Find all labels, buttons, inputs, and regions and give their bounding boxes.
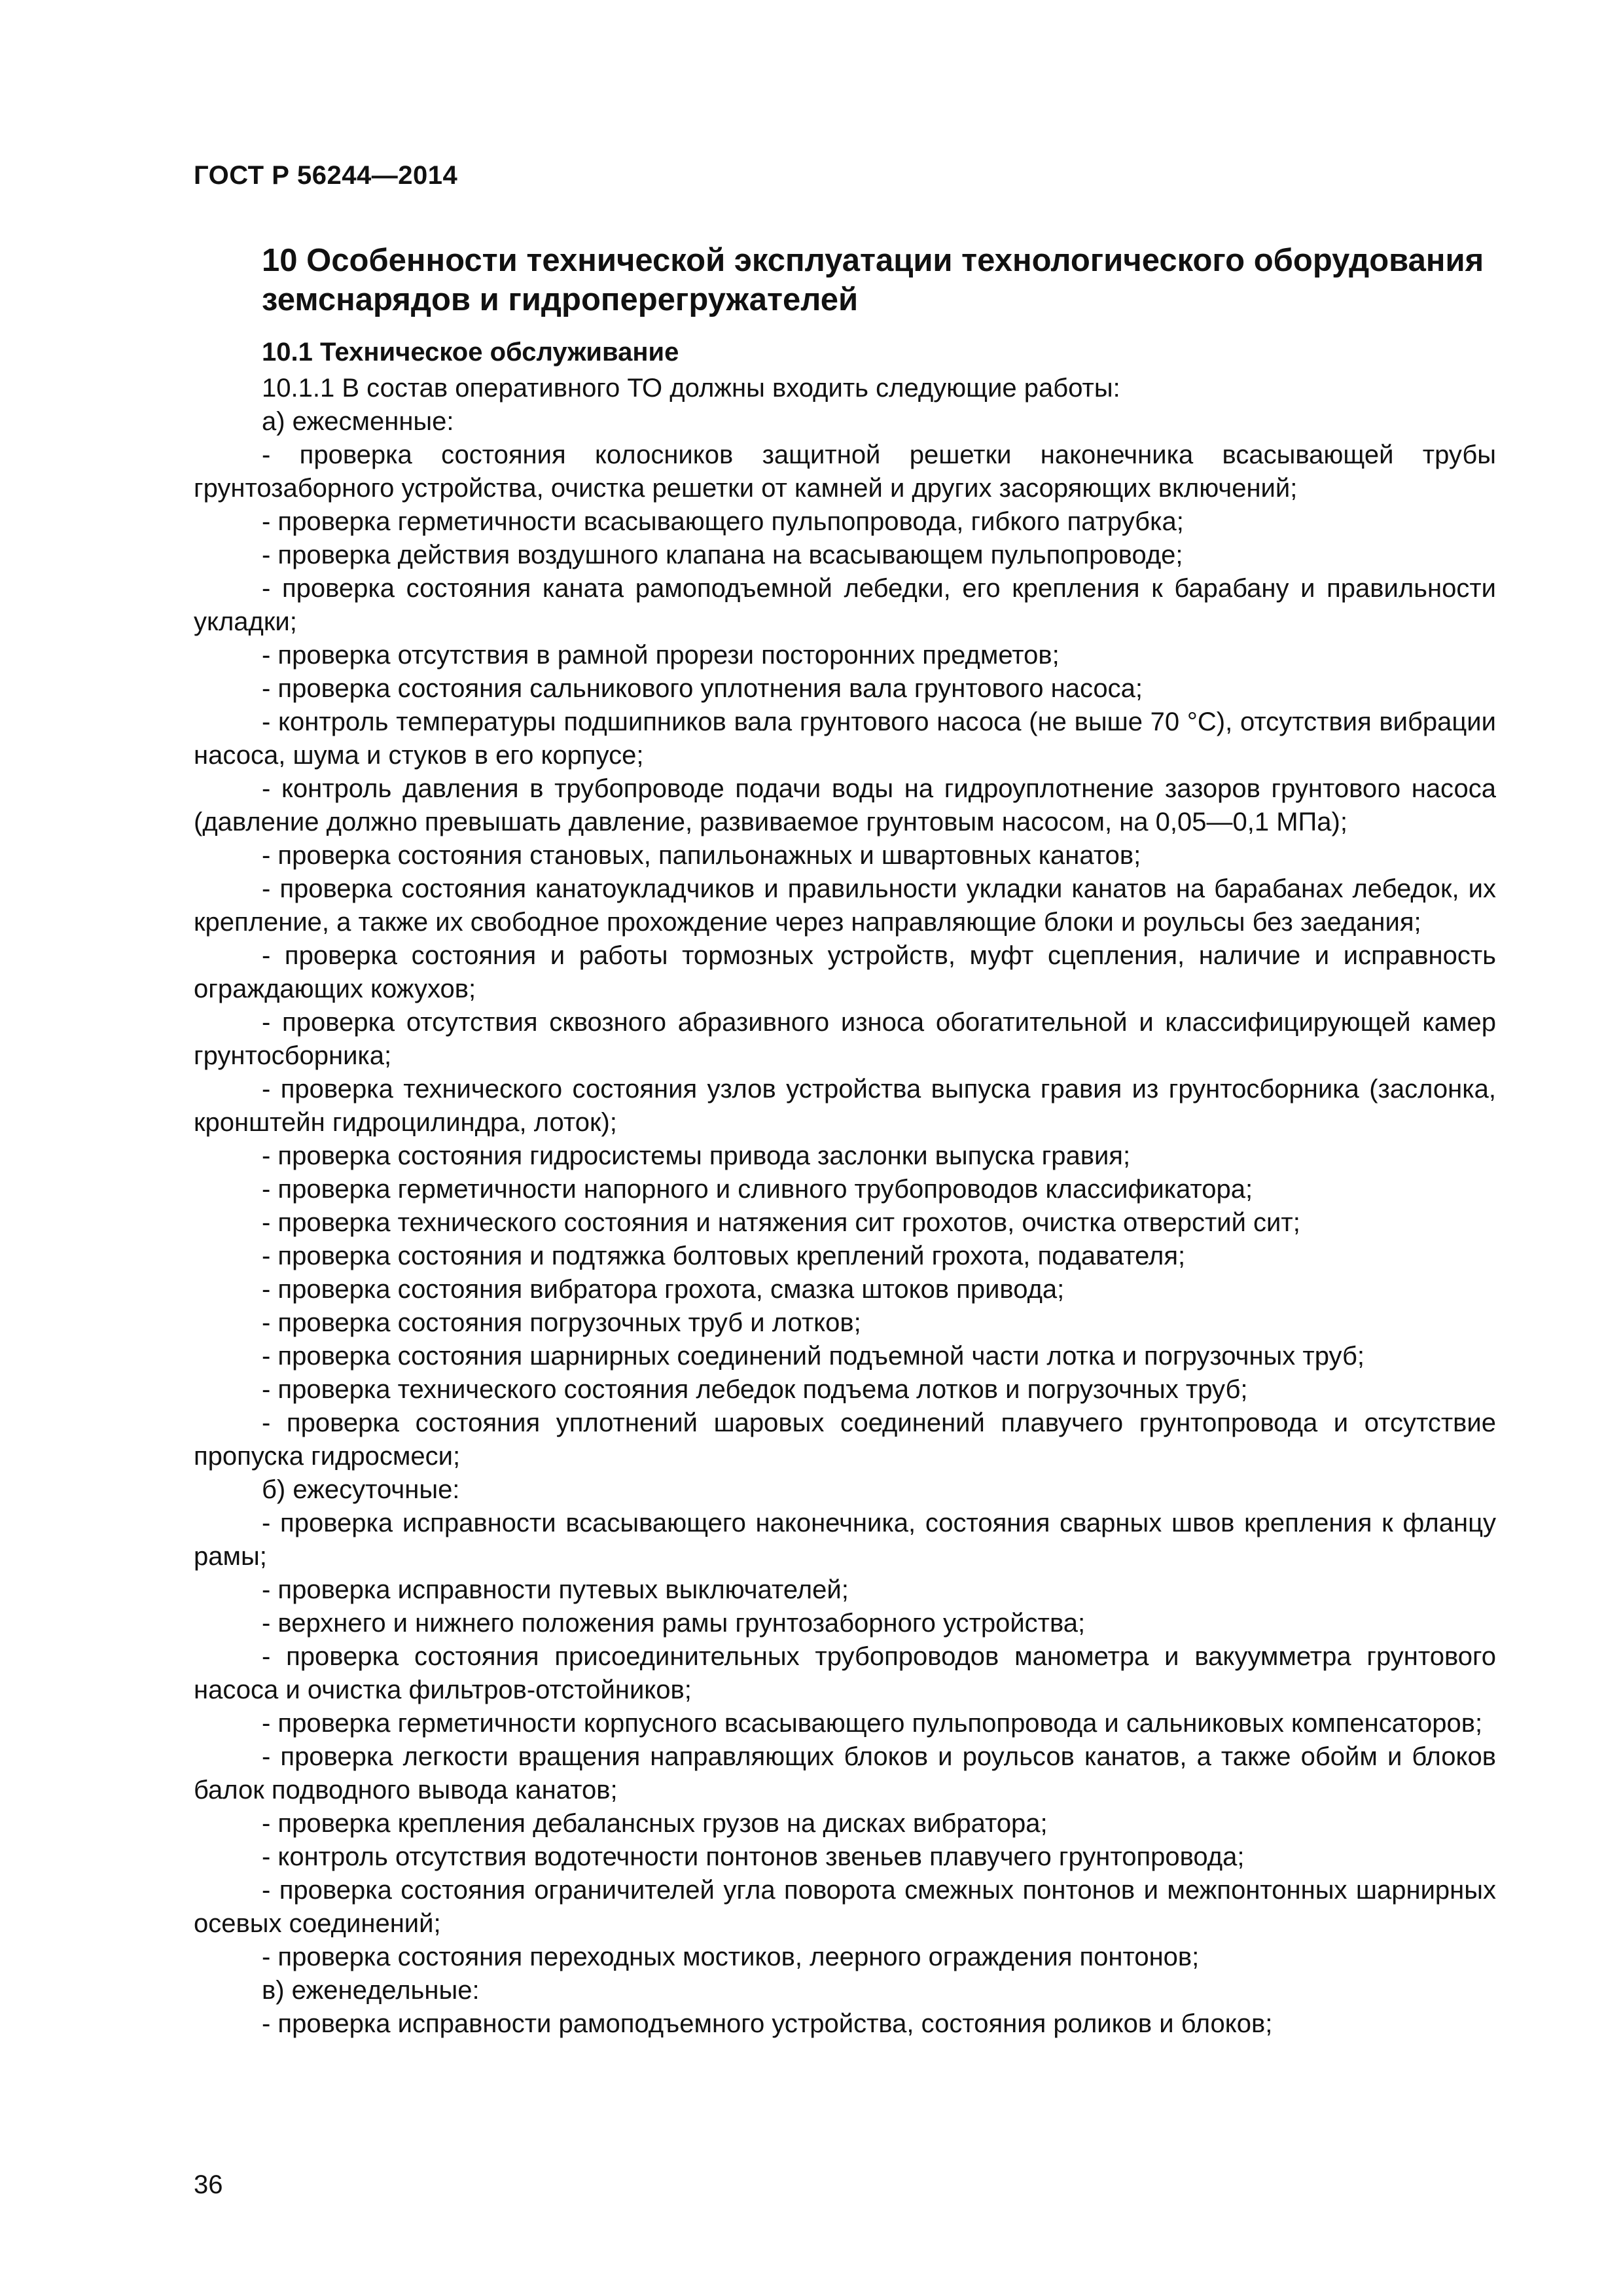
list-item: - контроль давления в трубопроводе подачи воды на гидроуплотнение зазоров грунтового насоса (давление должно превышать давление, развиваемое грунтовым насосом, на 0,05—0,1 МПа); bbox=[194, 774, 1496, 836]
document-body bbox=[194, 372, 1496, 2041]
list-heading: а) ежесменные: bbox=[262, 407, 454, 436]
paragraph: 10.1.1 В состав оперативного ТО должны входить следующие работы: bbox=[262, 374, 1120, 403]
list-item: - контроль температуры подшипников вала грунтового насоса (не выше 70 °С), отсутствия вибрации насоса, шума и стуков в его корпусе; bbox=[194, 708, 1496, 770]
list-item: - проверка технического состояния узлов устройства выпуска гравия из грунтосборника (заслонка, кронштейн гидроцилиндра, лоток); bbox=[194, 1075, 1496, 1137]
list-item: - проверка отсутствия в рамной прорези посторонних предметов; bbox=[262, 641, 1060, 670]
list-item: - проверка легкости вращения направляющих блоков и роульсов канатов, а также обойм и блоков балок подводного вывода канатов; bbox=[194, 1742, 1496, 1804]
list-item: - проверка отсутствия сквозного абразивного износа обогатительной и классифицирующей камер грунтосборника; bbox=[194, 1008, 1496, 1070]
list-item: - проверка исправности всасывающего наконечника, состояния сварных швов крепления к фланцу рамы; bbox=[194, 1509, 1496, 1571]
list-item: - проверка состояния ограничителей угла поворота смежных понтонов и межпонтонных шарнирных осевых соединений; bbox=[194, 1876, 1496, 1938]
list-item: - проверка состояния колосников защитной решетки наконечника всасывающей трубы грунтозаборного устройства, очистка решетки от камней и других засоряющих включений; bbox=[194, 440, 1496, 503]
section-title: 10 Особенности технической эксплуатации технологического оборудования земснарядов и гидроперегружателей bbox=[262, 243, 1484, 317]
list-item: - проверка технического состояния и натяжения сит грохотов, очистка отверстий сит; bbox=[262, 1208, 1300, 1237]
page-number: 36 bbox=[194, 2170, 223, 2199]
list-item: - контроль отсутствия водотечности понтонов звеньев плавучего грунтопровода; bbox=[262, 1842, 1245, 1871]
list-item: - проверка состояния и подтяжка болтовых креплений грохота, подавателя; bbox=[262, 1242, 1186, 1270]
list-item: - проверка состояния гидросистемы привода заслонки выпуска гравия; bbox=[262, 1141, 1131, 1170]
list-item: - проверка исправности путевых выключателей; bbox=[262, 1575, 849, 1604]
list-item: - проверка состояния становых, папильонажных и швартовных канатов; bbox=[262, 841, 1141, 870]
list-item: - проверка состояния канатоукладчиков и правильности укладки канатов на барабанах лебедок, их крепление, а также их свободное прохождение через направляющие блоки и роульсы без заедания; bbox=[194, 874, 1496, 937]
list-heading: в) еженедельные: bbox=[262, 1976, 480, 2005]
list-item: - проверка технического состояния лебедок подъема лотков и погрузочных труб; bbox=[262, 1375, 1248, 1404]
list-item: - проверка состояния шарнирных соединений подъемной части лотка и погрузочных труб; bbox=[262, 1342, 1364, 1371]
list-item: - проверка герметичности напорного и сливного трубопроводов классификатора; bbox=[262, 1175, 1253, 1204]
list-item: - проверка состояния вибратора грохота, смазка штоков привода; bbox=[262, 1275, 1065, 1304]
list-item: - проверка состояния переходных мостиков, леерного ограждения понтонов; bbox=[262, 1943, 1200, 1971]
list-item: - проверка состояния каната рамоподъемной лебедки, его крепления к барабану и правильности укладки; bbox=[194, 574, 1496, 636]
list-item: - проверка крепления дебалансных грузов на дисках вибратора; bbox=[262, 1809, 1048, 1838]
list-item: - проверка состояния и работы тормозных устройств, муфт сцепления, наличие и исправность ограждающих кожухов; bbox=[194, 941, 1496, 1003]
list-item: - проверка действия воздушного клапана на всасывающем пульпопроводе; bbox=[262, 541, 1183, 569]
list-item: - проверка состояния уплотнений шаровых соединений плавучего грунтопровода и отсутствие пропуска гидросмеси; bbox=[194, 1408, 1496, 1471]
list-item: - проверка исправности рамоподъемного устройства, состояния роликов и блоков; bbox=[262, 2009, 1273, 2038]
list-item: - верхнего и нижнего положения рамы грунтозаборного устройства; bbox=[262, 1609, 1086, 1638]
list-item: - проверка состояния сальникового уплотнения вала грунтового насоса; bbox=[262, 674, 1143, 703]
document-header: ГОСТ Р 56244—2014 bbox=[194, 161, 458, 190]
subsection-title: 10.1 Техническое обслуживание bbox=[262, 338, 679, 367]
list-item: - проверка герметичности корпусного всасывающего пульпопровода и сальниковых компенсаторов; bbox=[262, 1709, 1483, 1738]
list-item: - проверка состояния погрузочных труб и лотков; bbox=[262, 1308, 861, 1337]
list-item: - проверка герметичности всасывающего пульпопровода, гибкого патрубка; bbox=[262, 507, 1184, 536]
list-heading: б) ежесуточные: bbox=[262, 1475, 460, 1504]
list-item: - проверка состояния присоединительных трубопроводов манометра и вакуумметра грунтового насоса и очистка фильтров-отстойников; bbox=[194, 1642, 1496, 1704]
